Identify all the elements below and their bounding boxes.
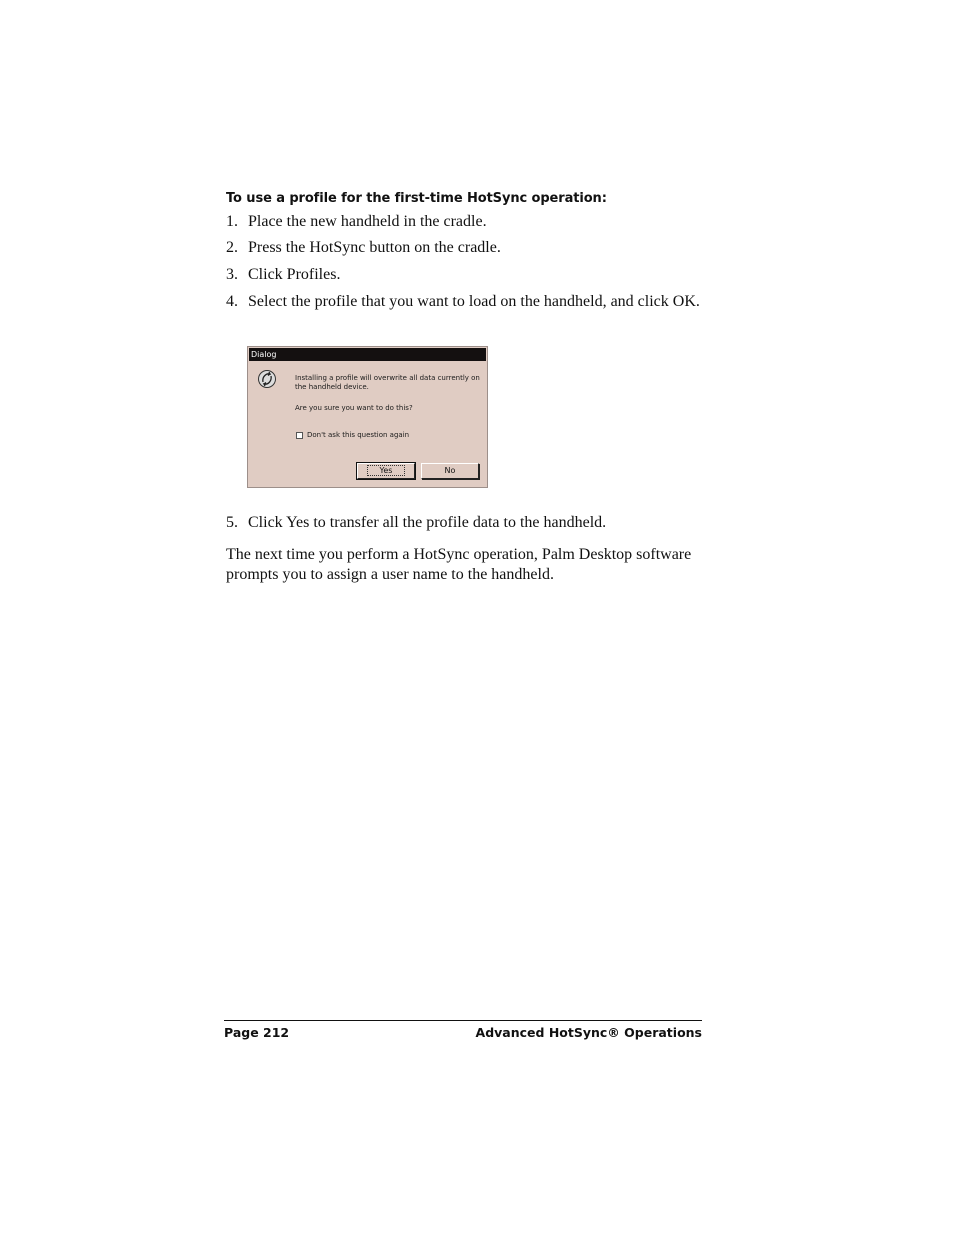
- no-button[interactable]: No: [421, 463, 479, 479]
- step-text: Press the HotSync button on the cradle.: [248, 239, 501, 256]
- step-number: 1.: [226, 213, 238, 230]
- step-3: [226, 266, 706, 284]
- yes-button-label: Yes: [367, 465, 406, 476]
- body-paragraph: The next time you perform a HotSync operation, Palm Desktop software prompts you to assign a user name to the handheld.: [226, 546, 692, 583]
- dont-ask-checkbox[interactable]: [296, 432, 303, 439]
- step-text: Click Profiles.: [248, 266, 341, 283]
- step-text: Click Yes to transfer all the profile data to the handheld.: [248, 514, 607, 531]
- step-number: 3.: [226, 266, 238, 283]
- dialog-question: Are you sure you want to do this?: [295, 404, 413, 412]
- dont-ask-checkbox-label[interactable]: Don't ask this question again: [307, 431, 410, 439]
- step-4: [226, 293, 706, 311]
- section-title: Advanced HotSync® Operations: [475, 1025, 702, 1040]
- section-heading: To use a profile for the first-time HotSync operation:: [226, 191, 607, 206]
- dialog-message: Installing a profile will overwrite all data currently on the handheld device.: [295, 374, 480, 391]
- step-1: [226, 213, 706, 231]
- yes-button[interactable]: [357, 463, 415, 479]
- footer-divider: [224, 1020, 702, 1021]
- confirmation-dialog: [247, 346, 488, 488]
- dialog-title: Dialog: [249, 348, 486, 361]
- step-number: 4.: [226, 293, 238, 310]
- step-text: Select the profile that you want to load on the handheld, and click OK.: [248, 293, 700, 310]
- step-2: [226, 239, 706, 257]
- step-5: [226, 514, 706, 532]
- page-number: Page 212: [224, 1025, 290, 1040]
- hotsync-icon: [257, 369, 277, 389]
- step-number: 2.: [226, 239, 238, 256]
- step-number: 5.: [226, 514, 238, 531]
- step-text: Place the new handheld in the cradle.: [248, 213, 487, 230]
